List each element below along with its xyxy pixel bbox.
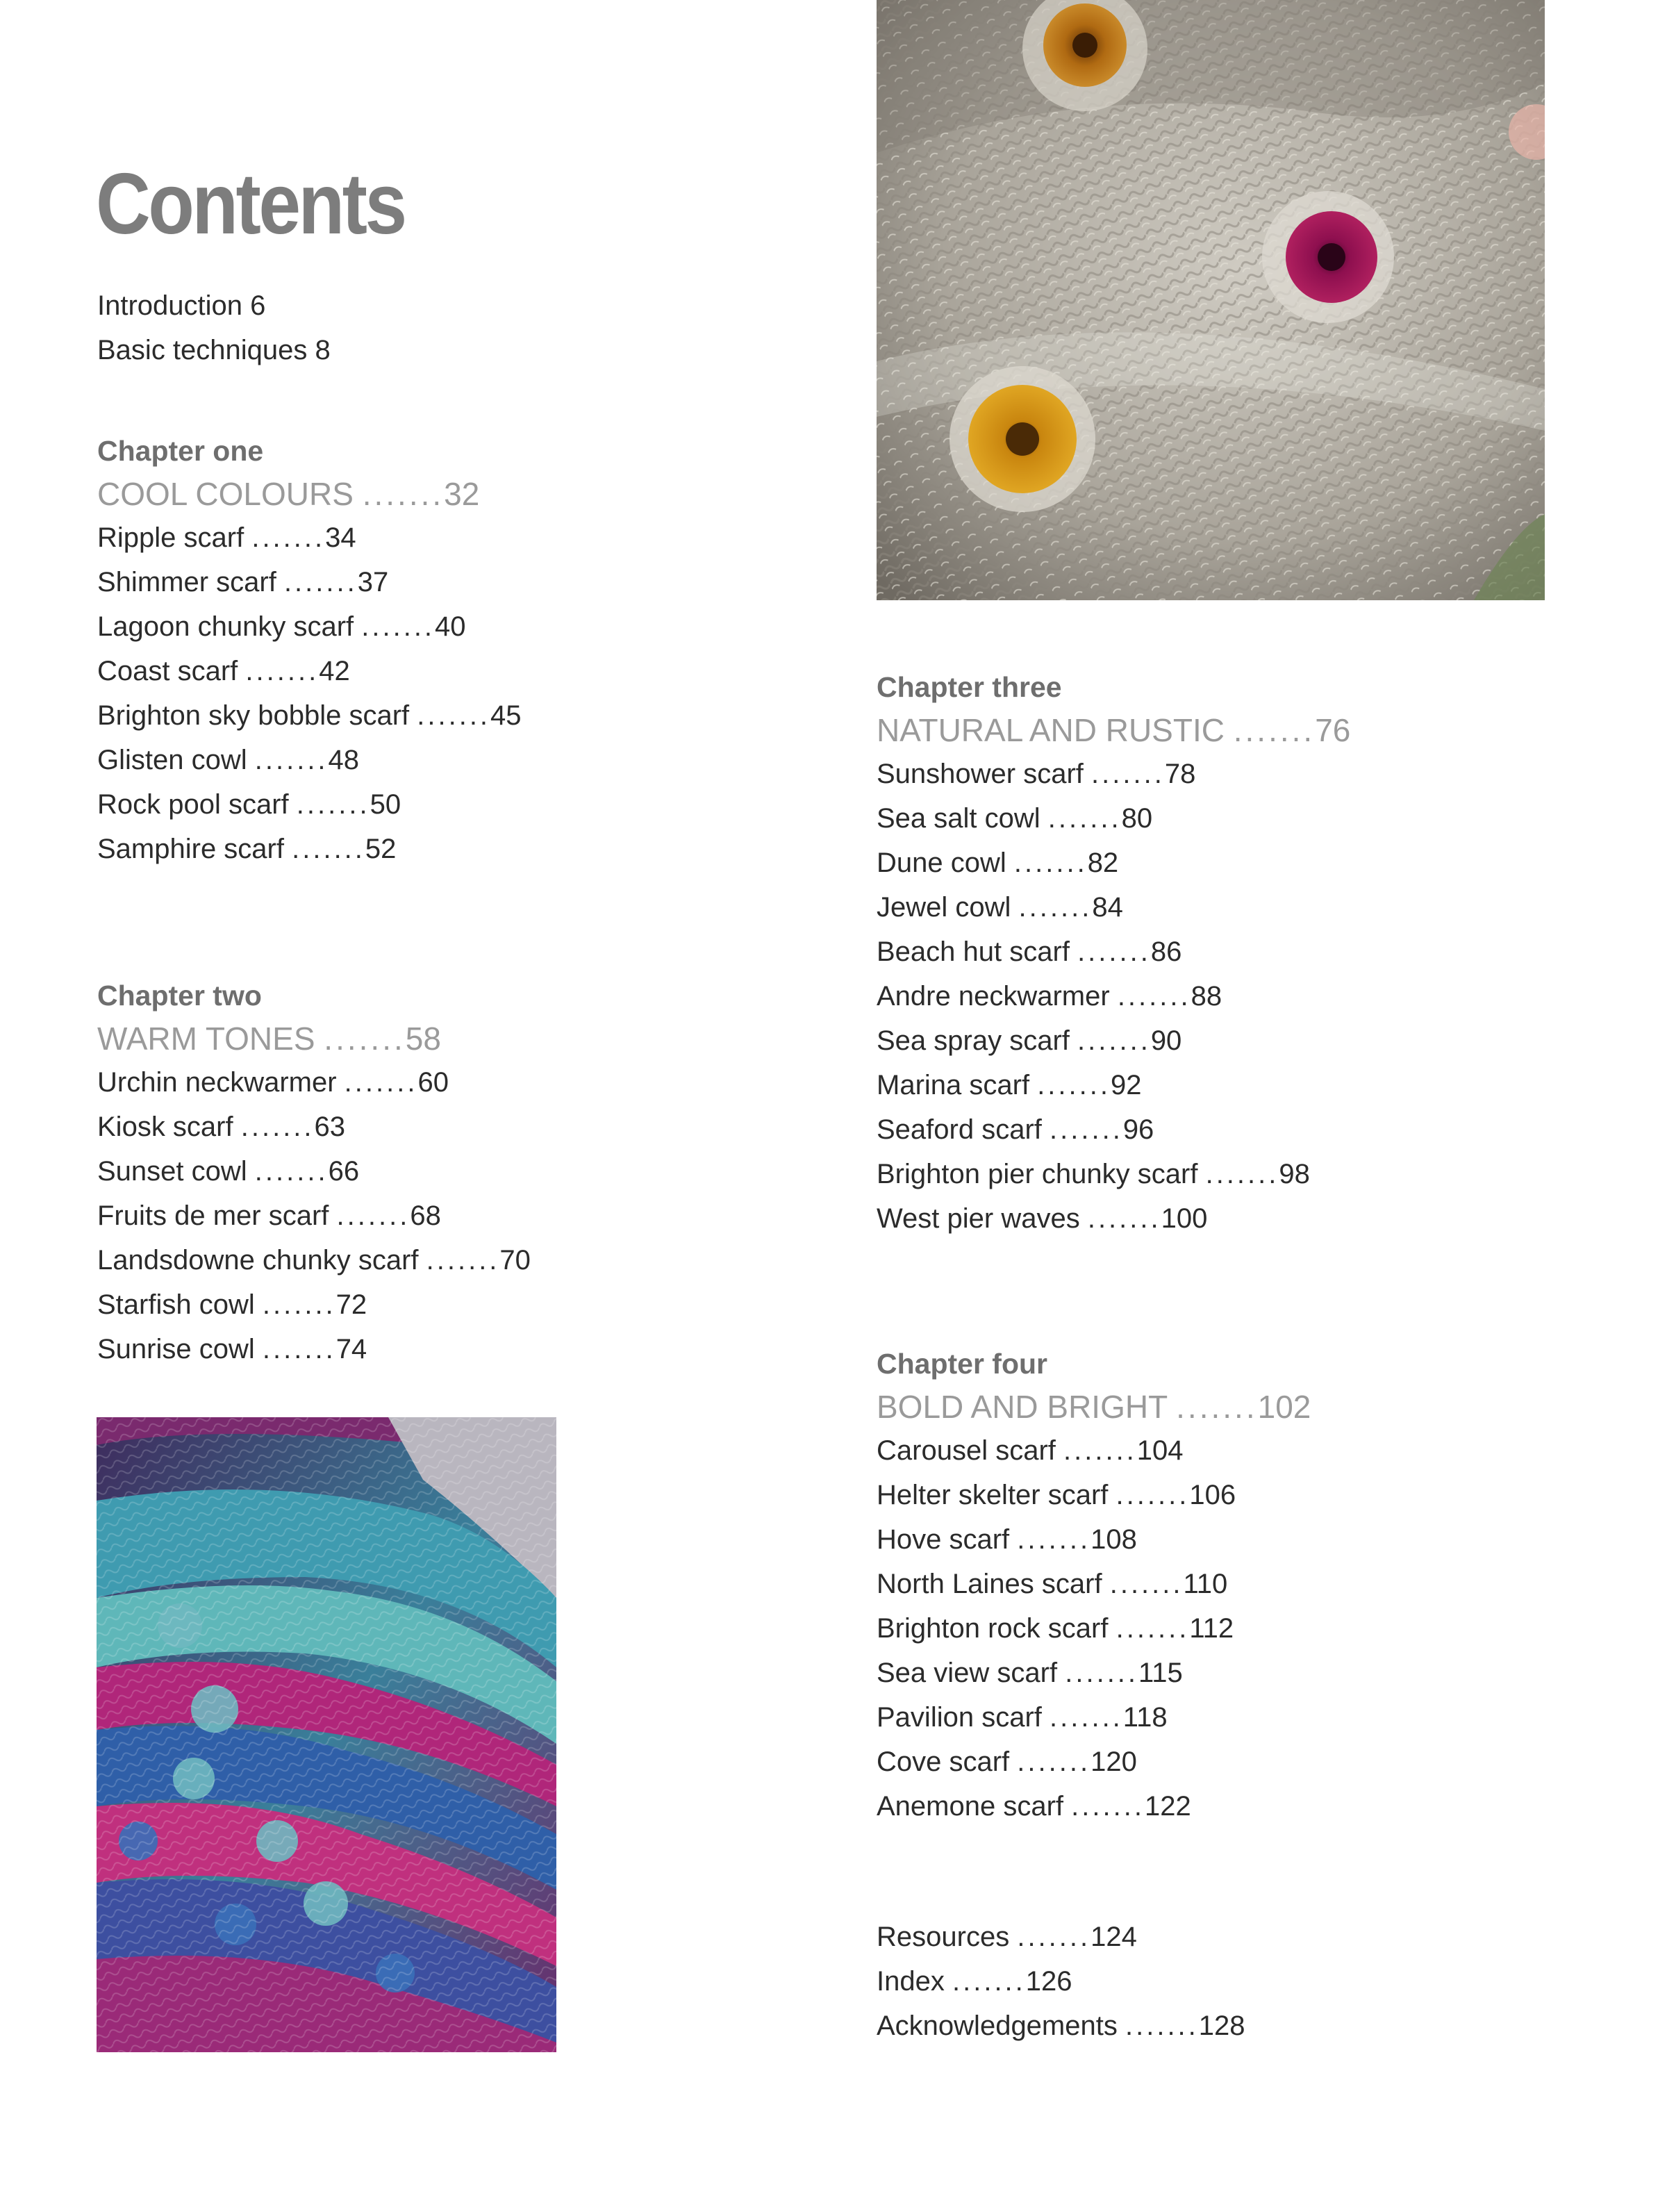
entry-page: 84 — [1092, 892, 1123, 923]
leader-dots: ....... — [1091, 759, 1165, 789]
entry-page: 90 — [1150, 1025, 1182, 1056]
entry-name: Sunshower scarf — [877, 759, 1084, 789]
entry-name: Jewel cowl — [877, 892, 1011, 923]
toc-entry — [877, 1517, 1311, 1562]
entry-name: Lagoon chunky scarf — [97, 611, 354, 642]
leader-dots: ....... — [362, 476, 445, 512]
entry-page: 98 — [1279, 1159, 1310, 1189]
leader-dots: ....... — [262, 1289, 336, 1320]
entry-page: 76 — [1315, 712, 1351, 748]
toc-entry — [877, 1018, 1350, 1063]
leader-dots: ....... — [1109, 1569, 1184, 1599]
entry-name: North Laines scarf — [877, 1569, 1102, 1599]
toc-entry — [97, 649, 522, 693]
toc-entry — [877, 1428, 1311, 1473]
entry-page: 50 — [370, 789, 401, 820]
chapter-label: Chapter four — [877, 1348, 1047, 1380]
toc-entry — [877, 885, 1350, 930]
leader-dots: ....... — [1037, 1070, 1111, 1100]
leader-dots: ....... — [254, 745, 329, 775]
entry-page: 104 — [1136, 1435, 1184, 1466]
entry-name: Seaford scarf — [877, 1114, 1042, 1145]
entry-name: Samphire scarf — [97, 834, 284, 864]
entry-page: 120 — [1090, 1747, 1137, 1777]
leader-dots: ....... — [1013, 848, 1088, 878]
entry-name: Sunset cowl — [97, 1156, 247, 1187]
entry-page: 48 — [328, 745, 360, 775]
toc-entry — [877, 974, 1350, 1018]
entry-page: 74 — [335, 1334, 367, 1364]
entry-page: 122 — [1144, 1791, 1191, 1822]
entry-page: 110 — [1183, 1569, 1228, 1599]
leader-dots: ....... — [1071, 1791, 1145, 1822]
toc-entry — [97, 693, 522, 738]
leader-dots: ....... — [296, 789, 370, 820]
leader-dots: ....... — [254, 1156, 329, 1187]
leader-dots: ....... — [1017, 1922, 1091, 1952]
toc-entry — [877, 1196, 1350, 1241]
leader-dots: ....... — [1050, 1702, 1123, 1733]
entry-name: Brighton rock scarf — [877, 1613, 1109, 1644]
entry-page: 102 — [1257, 1389, 1311, 1425]
leader-dots: ....... — [1063, 1435, 1137, 1466]
entry-name: Carousel scarf — [877, 1435, 1056, 1466]
toc-entry — [877, 1784, 1311, 1829]
entry-name: Urchin neckwarmer — [97, 1067, 337, 1098]
intro-entry: Basic techniques 8 — [97, 335, 331, 365]
grey-crochet-flowers-photo — [877, 0, 1545, 600]
entry-name: Hove scarf — [877, 1524, 1010, 1555]
entry-page: 82 — [1087, 848, 1119, 878]
entry-page: 37 — [357, 567, 389, 597]
leader-dots: ....... — [1233, 712, 1316, 748]
toc-entry — [97, 738, 522, 782]
entry-name: Sunrise cowl — [97, 1334, 255, 1364]
leader-dots: ....... — [1125, 2011, 1199, 2041]
entry-page: 58 — [405, 1021, 441, 1057]
toc-entry — [97, 1282, 531, 1327]
toc-entry — [877, 1473, 1311, 1517]
entry-name: NATURAL AND RUSTIC — [877, 712, 1225, 748]
entry-name: Sea spray scarf — [877, 1025, 1070, 1056]
backmatter-entry — [877, 2004, 1245, 2048]
toc-entry — [877, 930, 1350, 974]
entry-name: Acknowledgements — [877, 2011, 1118, 2041]
intro-entry: Introduction 6 — [97, 290, 266, 321]
entry-name: Anemone scarf — [877, 1791, 1064, 1822]
backmatter-entry — [877, 1915, 1245, 1959]
entry-page: 52 — [365, 834, 397, 864]
leader-dots: ....... — [952, 1966, 1026, 1997]
entry-page: 118 — [1122, 1702, 1168, 1733]
entry-page: 124 — [1090, 1922, 1137, 1952]
entry-page: 106 — [1189, 1480, 1236, 1510]
chapter-label: Chapter two — [97, 980, 262, 1012]
leader-dots: ....... — [1077, 1025, 1151, 1056]
leader-dots: ....... — [262, 1334, 336, 1364]
entry-name: Cove scarf — [877, 1747, 1010, 1777]
leader-dots: ....... — [1087, 1203, 1161, 1234]
toc-entry — [97, 1238, 531, 1282]
entry-page: 78 — [1164, 759, 1196, 789]
entry-page: 72 — [335, 1289, 367, 1320]
entry-name: Shimmer scarf — [97, 567, 276, 597]
leader-dots: ....... — [1116, 1613, 1190, 1644]
entry-name: Landsdowne chunky scarf — [97, 1245, 419, 1276]
entry-page: 100 — [1161, 1203, 1208, 1234]
leader-dots: ....... — [1077, 936, 1151, 967]
leader-dots: ....... — [336, 1200, 410, 1231]
leader-dots: ....... — [240, 1112, 315, 1142]
toc-entry — [97, 604, 522, 649]
entry-page: 96 — [1122, 1114, 1154, 1145]
chapter-label: Chapter three — [877, 671, 1062, 703]
toc-entry — [97, 827, 522, 871]
toc-entry — [97, 560, 522, 604]
entry-name: West pier waves — [877, 1203, 1080, 1234]
entry-name: COOL COLOURS — [97, 476, 354, 512]
entry-page: 115 — [1138, 1658, 1183, 1688]
entry-name: Coast scarf — [97, 656, 238, 686]
entry-page: 126 — [1025, 1966, 1072, 1997]
entry-page: 63 — [314, 1112, 346, 1142]
leader-dots: ....... — [324, 1021, 406, 1057]
toc-entry — [877, 1740, 1311, 1784]
chapter-two-section — [97, 974, 531, 1371]
entry-name: Pavilion scarf — [877, 1702, 1042, 1733]
entry-page: 86 — [1150, 936, 1182, 967]
chapter-one-section — [97, 429, 522, 871]
entry-name: Rock pool scarf — [97, 789, 289, 820]
entry-page: 42 — [319, 656, 350, 686]
toc-entry — [97, 1194, 531, 1238]
leader-dots: ....... — [292, 834, 365, 864]
leader-dots: ....... — [245, 656, 320, 686]
chapter-title — [97, 1017, 531, 1060]
entry-page: 108 — [1090, 1524, 1137, 1555]
entry-name: Glisten cowl — [97, 745, 247, 775]
toc-entry — [97, 1105, 531, 1149]
leader-dots: ....... — [426, 1245, 500, 1276]
backmatter-entry — [877, 1959, 1245, 2004]
chapter-title — [877, 709, 1350, 752]
leader-dots: ....... — [283, 567, 358, 597]
entry-name: Fruits de mer scarf — [97, 1200, 329, 1231]
leader-dots: ....... — [1065, 1658, 1139, 1688]
leader-dots: ....... — [1017, 1747, 1091, 1777]
leader-dots: ....... — [1117, 981, 1191, 1012]
leader-dots: ....... — [251, 522, 326, 553]
entry-page: 70 — [499, 1245, 531, 1276]
toc-entry — [877, 752, 1350, 796]
leader-dots: ....... — [417, 700, 491, 731]
chapter-title — [97, 472, 522, 515]
toc-entry — [97, 1327, 531, 1371]
entry-name: BOLD AND BRIGHT — [877, 1389, 1168, 1425]
entry-name: Ripple scarf — [97, 522, 244, 553]
entry-page: 66 — [328, 1156, 360, 1187]
toc-entry — [97, 515, 522, 560]
multicolour-crochet-bobble-photo — [97, 1417, 556, 2052]
leader-dots: ....... — [1050, 1114, 1123, 1145]
entry-name: Helter skelter scarf — [877, 1480, 1109, 1510]
entry-name: WARM TONES — [97, 1021, 315, 1057]
leader-dots: ....... — [1205, 1159, 1279, 1189]
entry-name: Beach hut scarf — [877, 936, 1070, 967]
entry-page: 112 — [1189, 1613, 1234, 1644]
chapter-four-section — [877, 1342, 1311, 1829]
entry-page: 40 — [435, 611, 466, 642]
toc-entry — [877, 1562, 1311, 1606]
chapter-title — [877, 1385, 1311, 1428]
toc-entry — [877, 796, 1350, 841]
entry-page: 92 — [1110, 1070, 1142, 1100]
entry-page: 34 — [325, 522, 356, 553]
chapter-three-section — [877, 666, 1350, 1241]
page-title: Contents — [96, 156, 405, 252]
entry-name: Starfish cowl — [97, 1289, 255, 1320]
intro-list — [97, 283, 331, 372]
toc-entry — [877, 1152, 1350, 1196]
entry-name: Andre neckwarmer — [877, 981, 1110, 1012]
leader-dots: ....... — [1017, 1524, 1091, 1555]
leader-dots: ....... — [344, 1067, 418, 1098]
toc-entry — [97, 782, 522, 827]
entry-name: Dune cowl — [877, 848, 1006, 878]
entry-page: 60 — [417, 1067, 449, 1098]
toc-entry — [877, 1606, 1311, 1651]
entry-name: Sea view scarf — [877, 1658, 1058, 1688]
entry-name: Brighton sky bobble scarf — [97, 700, 410, 731]
entry-name: Kiosk scarf — [97, 1112, 233, 1142]
entry-page: 32 — [444, 476, 480, 512]
backmatter-list — [877, 1915, 1245, 2048]
entry-page: 45 — [490, 700, 522, 731]
entry-name: Resources — [877, 1922, 1010, 1952]
toc-entry — [877, 1063, 1350, 1107]
leader-dots: ....... — [361, 611, 436, 642]
entry-name: Index — [877, 1966, 945, 1997]
entry-name: Marina scarf — [877, 1070, 1030, 1100]
leader-dots: ....... — [1047, 803, 1122, 834]
entry-page: 68 — [410, 1200, 441, 1231]
leader-dots: ....... — [1176, 1389, 1258, 1425]
leader-dots: ....... — [1018, 892, 1093, 923]
entry-page: 88 — [1191, 981, 1222, 1012]
toc-entry — [97, 1060, 531, 1105]
chapter-label: Chapter one — [97, 435, 264, 467]
toc-entry — [97, 1149, 531, 1194]
leader-dots: ....... — [1116, 1480, 1190, 1510]
toc-entry — [877, 1695, 1311, 1740]
toc-entry — [877, 1651, 1311, 1695]
entry-page: 80 — [1121, 803, 1153, 834]
toc-entry — [877, 841, 1350, 885]
toc-entry — [877, 1107, 1350, 1152]
entry-name: Sea salt cowl — [877, 803, 1040, 834]
entry-page: 128 — [1198, 2011, 1245, 2041]
entry-name: Brighton pier chunky scarf — [877, 1159, 1198, 1189]
